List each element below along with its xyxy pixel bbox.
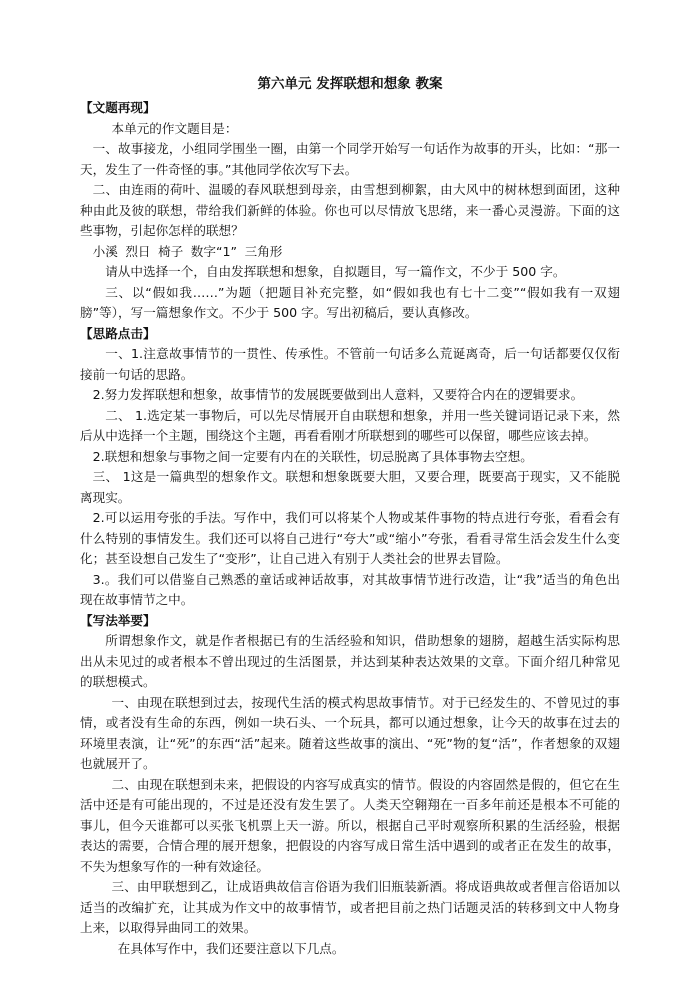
paragraph-tip-1-2: 2.努力发挥联想和想象，故事情节的发展既要做到出人意料，又要符合内在的逻辑要求。 xyxy=(92,387,584,402)
word-item: 小溪 xyxy=(92,243,118,259)
document-title: 第六单元 发挥联想和想象 教案 xyxy=(257,76,443,92)
lesson-plan-page xyxy=(80,74,620,959)
paragraph-tip-1-1: 一、1.注意故事情节的一贯性、传承性。不管前一句话多么荒诞离奇，后一句话都要仅仅衔接前一句话的思路。 xyxy=(80,346,620,382)
paragraph-method-intro: 所谓想象作文，就是作者根据已有的生活经验和知识，借助想象的翅膀，超越生活实际构思出从未见过的或者根本不曾出现过的生活图景，并达到某种表达效果的文章。下面介绍几种常见的联想模式。 xyxy=(80,633,620,689)
paragraph-tip-3-3: 3.。我们可以借鉴自己熟悉的童话或神话故事，对其故事情节进行改造，让“我”适当的角色出现在故事情节之中。 xyxy=(80,571,620,607)
paragraph-topic-three: 三、以“假如我……”为题（把题目补充完整，如“假如我也有七十二变”“假如我有一双翅膀”等），写一篇想象作文。不少于 500 字。写出初稿后，要认真修改。 xyxy=(80,284,620,320)
section-heading-thinking-tips: 【思路点击】 xyxy=(80,325,156,341)
paragraph-topic-one: 一、故事接龙，小组同学围坐一圈，由第一个同学开始写一句话作为故事的开头，比如：“那一天，发生了一件奇怪的事。”其他同学依次写下去。 xyxy=(80,141,620,177)
paragraph-topic-two: 二、由连雨的荷叶、温暖的春风联想到母亲，由雪想到柳絮，由大风中的树林想到面团，这种种由此及彼的联想，带给我们新鲜的体验。你也可以尽情放飞思绪，来一番心灵漫游。下面的这些事物，引起你怎样的联想？ xyxy=(80,182,620,238)
paragraph-tip-3-1: 三、 1这是一篇典型的想象作文。联想和想象既要大胆，又要合理，既要高于现实，又不能脱离现实。 xyxy=(80,469,620,505)
word-item: 数字“1” xyxy=(190,243,238,259)
word-item: 椅子 xyxy=(158,243,184,259)
word-item: 三角形 xyxy=(244,243,283,259)
word-item: 烈日 xyxy=(125,243,151,259)
word-list xyxy=(80,242,620,263)
paragraph-method-one: 一、由现在联想到过去，按现代生活的模式构思故事情节。对于已经发生的、不曾见过的事情，或者没有生命的东西，例如一块石头、一个玩具，都可以通过想象，让今天的故事在过去的环境里表演，让“死”的东西“活”起来。随着这些故事的演出、“死”物的复“活”，作者想象的双翅也就展开了。 xyxy=(80,694,620,771)
paragraph-method-three: 三、由甲联想到乙，让成语典故信言俗语为我们旧瓶装新酒。将成语典故或者俚言俗语加以适当的改编扩充，让其成为作文中的故事情节，或者把目前之热门话题灵活的转移到文中人物身上来，以取得异曲同工的效果。 xyxy=(80,879,620,935)
section-writing-methods xyxy=(80,611,620,960)
paragraph-method-closing: 在具体写作中，我们还要注意以下几点。 xyxy=(117,940,345,956)
section-text-review xyxy=(80,98,620,324)
paragraph-tip-3-2: 2.可以运用夸张的手法。写作中，我们可以将某个人物或某件事物的特点进行夸张，看看会有什么特别的事情发生。我们还可以将自己进行“夸大”或“缩小”夸张，看看寻常生活会发生什么变化；甚至设想自己发生了“变形”，让自己进入有别于人类社会的世界去冒险。 xyxy=(80,510,620,566)
section-thinking-tips xyxy=(80,324,620,611)
section-heading-text-review: 【文题再现】 xyxy=(80,100,156,115)
paragraph-method-two: 二、由现在联想到未来，把假设的内容写成真实的情节。假设的内容固然是假的，但它在生活中还是有可能出现的，不过是还没有发生罢了。人类天空翱翔在一百多年前还是根本不可能的事儿，但今天谁都可以买张飞机票上天一游。所以，根据自己平时观察所积累的生活经验，根据表达的需要，合情合理的展开想象，把假设的内容写成日常生活中遇到的或者正在发生的故事，不失为想象写作的一种有效途径。 xyxy=(80,776,620,874)
paragraph-tip-2-1: 二、 1.选定某一事物后，可以先尽情展开自由联想和想象，并用一些关键词语记录下来，然后从中选择一个主题，围绕这个主题，再看看刚才所联想到的哪些可以保留，哪些应该去掉。 xyxy=(80,407,620,443)
section-heading-writing-methods: 【写法举要】 xyxy=(80,612,156,628)
paragraph-topic-two-instruction: 请从中选择一个，自由发挥联想和想象，自拟题目，写一篇作文，不少于 500 字。 xyxy=(105,264,566,279)
paragraph-tip-2-2: 2.联想和想象与事物之间一定要有内在的关联性，切忌脱离了具体事物去空想。 xyxy=(92,448,533,464)
paragraph-intro: 本单元的作文题目是： xyxy=(111,120,238,136)
